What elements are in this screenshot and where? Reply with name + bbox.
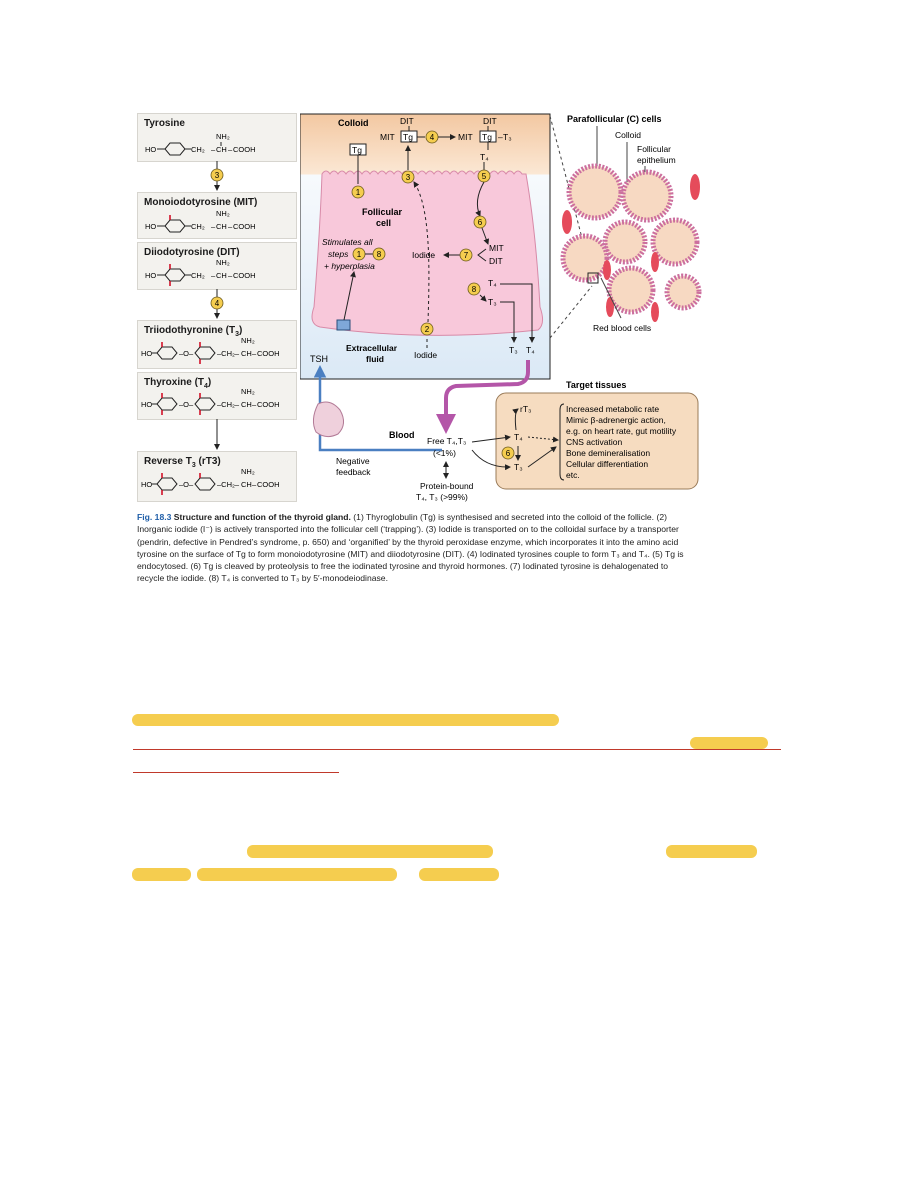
- svg-text:COOH: COOH: [233, 145, 256, 154]
- svg-text:–: –: [252, 480, 257, 489]
- hyperplasia-label: + hyperplasia: [324, 261, 375, 271]
- stimulates-label: Stimulates all: [322, 237, 373, 247]
- t3-label-target: T₃: [514, 462, 523, 472]
- colloid-label: Colloid: [338, 118, 369, 128]
- svg-text:–O–: –O–: [179, 400, 194, 409]
- effect-6: Cellular differentiation: [566, 459, 649, 469]
- svg-text:6: 6: [505, 449, 511, 458]
- negative-label: Negative: [336, 456, 370, 466]
- colloid2-label: Colloid: [615, 130, 641, 140]
- follicular-label-1: Follicular: [362, 207, 403, 217]
- svg-text:–: –: [252, 400, 257, 409]
- t3-structure: [141, 336, 280, 364]
- free-pct-label: (<1%): [433, 448, 456, 458]
- compound-structures: [137, 113, 297, 503]
- tsh-label: TSH: [310, 354, 328, 364]
- t4-structure: [141, 387, 280, 415]
- effect-5: Bone demineralisation: [566, 448, 651, 458]
- iodide-lower-label: Iodide: [414, 350, 438, 360]
- svg-text:–: –: [252, 349, 257, 358]
- tg-label-2: Tg: [482, 132, 492, 142]
- svg-text:NH₂: NH₂: [241, 387, 255, 396]
- compound-name: Diiodotyrosine (DIT): [144, 247, 240, 258]
- svg-text:HO: HO: [145, 271, 157, 280]
- t4-label-cell: T₄: [488, 278, 497, 288]
- svg-text:5: 5: [481, 172, 487, 181]
- svg-text:–CH₂–: –CH₂–: [217, 400, 240, 409]
- svg-text:CH: CH: [241, 480, 252, 489]
- svg-text:–CH₂–: –CH₂–: [217, 349, 240, 358]
- svg-text:1: 1: [356, 250, 362, 259]
- t3-label-ecf: T₃: [509, 345, 518, 355]
- highlight-bar: [690, 737, 768, 749]
- compound-name: Thyroxine $(T_4)$: [144, 377, 212, 390]
- highlight-bar: [666, 845, 757, 858]
- highlight-bar: [197, 868, 397, 881]
- t4-label-target: T₄: [514, 432, 523, 442]
- svg-text:COOH: COOH: [233, 271, 256, 280]
- svg-text:NH₂: NH₂: [216, 132, 230, 141]
- svg-text:CH₂: CH₂: [191, 271, 205, 280]
- svg-text:COOH: COOH: [257, 400, 280, 409]
- effect-4: CNS activation: [566, 437, 623, 447]
- iodide-label: Iodide: [412, 250, 436, 260]
- extracellular-label-2: fluid: [366, 354, 384, 364]
- svg-text:HO: HO: [141, 400, 153, 409]
- protein-pct-label: T₄, T₃ (>99%): [416, 492, 468, 502]
- mit-label-2: MIT: [458, 132, 473, 142]
- effect-7: etc.: [566, 470, 580, 480]
- svg-text:8: 8: [471, 285, 477, 294]
- svg-text:7: 7: [463, 251, 469, 260]
- t4-label-ecf: T₄: [526, 345, 535, 355]
- highlight-bar: [132, 868, 191, 881]
- svg-text:–: –: [211, 145, 216, 154]
- svg-text:–O–: –O–: [179, 349, 194, 358]
- t3-label-cell: T₃: [488, 297, 497, 307]
- effect-2: Mimic β-adrenergic action,: [566, 415, 666, 425]
- svg-text:COOH: COOH: [257, 349, 280, 358]
- protein-bound-label: Protein-bound: [420, 481, 474, 491]
- figure-caption: [137, 511, 697, 585]
- svg-text:CH: CH: [216, 271, 227, 280]
- t3-label-top: T₃: [503, 132, 512, 142]
- svg-text:6: 6: [477, 218, 483, 227]
- steps-label: steps: [328, 249, 349, 259]
- svg-text:CH: CH: [216, 145, 227, 154]
- svg-text:HO: HO: [141, 480, 153, 489]
- svg-text:NH₂: NH₂: [216, 209, 230, 218]
- dit-label-3: DIT: [489, 256, 503, 266]
- svg-text:3: 3: [405, 173, 411, 182]
- svg-text:NH₂: NH₂: [241, 336, 255, 345]
- dit-label-2: DIT: [483, 116, 497, 126]
- feedback-label: feedback: [336, 467, 371, 477]
- svg-text:CH: CH: [216, 222, 227, 231]
- svg-text:–: –: [211, 222, 216, 231]
- svg-text:HO: HO: [141, 349, 153, 358]
- svg-text:CH₂: CH₂: [191, 222, 205, 231]
- follicle-cells: [562, 166, 700, 322]
- svg-text:–: –: [228, 271, 233, 280]
- follicular-epithelium-label-2: epithelium: [637, 155, 676, 165]
- underline-bar: [133, 749, 781, 750]
- tg-label-left: Tg: [352, 145, 362, 155]
- svg-text:8: 8: [376, 250, 382, 259]
- mit-label-3: MIT: [489, 243, 504, 253]
- svg-text:–O–: –O–: [179, 480, 194, 489]
- highlight-bar: [419, 868, 499, 881]
- step-3-label: 3: [214, 171, 220, 180]
- blood-label: Blood: [389, 430, 415, 440]
- parafollicular-label: Parafollicular (C) cells: [567, 114, 662, 124]
- compound-name: Monoiodotyrosine (MIT): [144, 197, 258, 208]
- tg-label-1: Tg: [403, 132, 413, 142]
- compound-name: Tyrosine: [144, 118, 185, 129]
- red-blood-cells-label: Red blood cells: [593, 323, 652, 333]
- mit-label-1: MIT: [380, 132, 395, 142]
- svg-text:COOH: COOH: [233, 222, 256, 231]
- svg-text:COOH: COOH: [257, 480, 280, 489]
- svg-text:NH₂: NH₂: [216, 258, 230, 267]
- svg-text:2: 2: [424, 325, 430, 334]
- mit-structure: [145, 209, 256, 232]
- target-tissues-label: Target tissues: [566, 380, 627, 390]
- svg-text:–CH₂–: –CH₂–: [217, 480, 240, 489]
- svg-text:–: –: [228, 145, 233, 154]
- highlight-bar: [247, 845, 493, 858]
- effect-1: Increased metabolic rate: [566, 404, 660, 414]
- svg-text:CH₂: CH₂: [191, 145, 205, 154]
- underline-bar: [133, 772, 339, 773]
- t4-label-top: T₄: [480, 152, 489, 162]
- svg-text:HO: HO: [145, 222, 157, 231]
- svg-text:–: –: [228, 222, 233, 231]
- svg-text:4: 4: [429, 133, 435, 142]
- rt3-label: rT₃: [520, 404, 532, 414]
- follicular-label-2: cell: [376, 218, 392, 228]
- svg-text:1: 1: [355, 188, 361, 197]
- follicular-epithelium-label-1: Follicular: [637, 144, 672, 154]
- extracellular-label-1: Extracellular: [346, 343, 398, 353]
- tyrosine-structure: [145, 132, 256, 155]
- figure-caption-text: (1) Thyroglobulin (Tg) is synthesised and secreted into the colloid of the follicle. (2) Inorganic iodide (I⁻) is actively transported into the follicular cell (‘trapping’). (3) Iodide is transported on to the colloidal surface by a transporter (pendrin, defective in Pendred’s syndrome, p. 650) and ‘organified’ by the thyroid peroxidase enzyme, which incorporates it into the amino acid tyrosine on the surface of Tg to form monoiodotyrosine (MIT) and diiodotyrosine (DIT). (4) Iodinated tyrosines couple to form T₃ and T₄. (5) Tg is endocytosed. (6) Tg is cleaved by proteolysis to free the iodinated tyrosine and thyroid hormones. (7) Iodinated tyrosine is dehalogenated to recycle the iodide. (8) T₄ is converted to T₃ by 5′-monodeiodinase.: [137, 512, 684, 584]
- svg-text:–: –: [498, 132, 503, 142]
- effect-3: e.g. on heart rate, gut motility: [566, 426, 677, 436]
- free-label: Free T₄,T₃: [427, 436, 467, 446]
- dit-label-1: DIT: [400, 116, 414, 126]
- follicle-illustration: [555, 112, 715, 347]
- step-4-label: 4: [214, 299, 220, 308]
- rt3-structure: [141, 467, 280, 495]
- figure-title: Structure and function of the thyroid gland.: [173, 512, 351, 522]
- dit-structure: [145, 258, 256, 286]
- svg-text:CH: CH: [241, 349, 252, 358]
- highlight-bar: [132, 714, 559, 726]
- svg-text:CH: CH: [241, 400, 252, 409]
- svg-text:–: –: [211, 271, 216, 280]
- compound-name: Reverse $T_3$ (rT3): [144, 456, 221, 469]
- svg-text:NH₂: NH₂: [241, 467, 255, 476]
- pituitary-icon: [313, 402, 343, 437]
- figure-number: Fig. 18.3: [137, 512, 172, 522]
- svg-text:HO: HO: [145, 145, 157, 154]
- compound-name: Triiodothyronine $(T_3)$: [144, 325, 243, 338]
